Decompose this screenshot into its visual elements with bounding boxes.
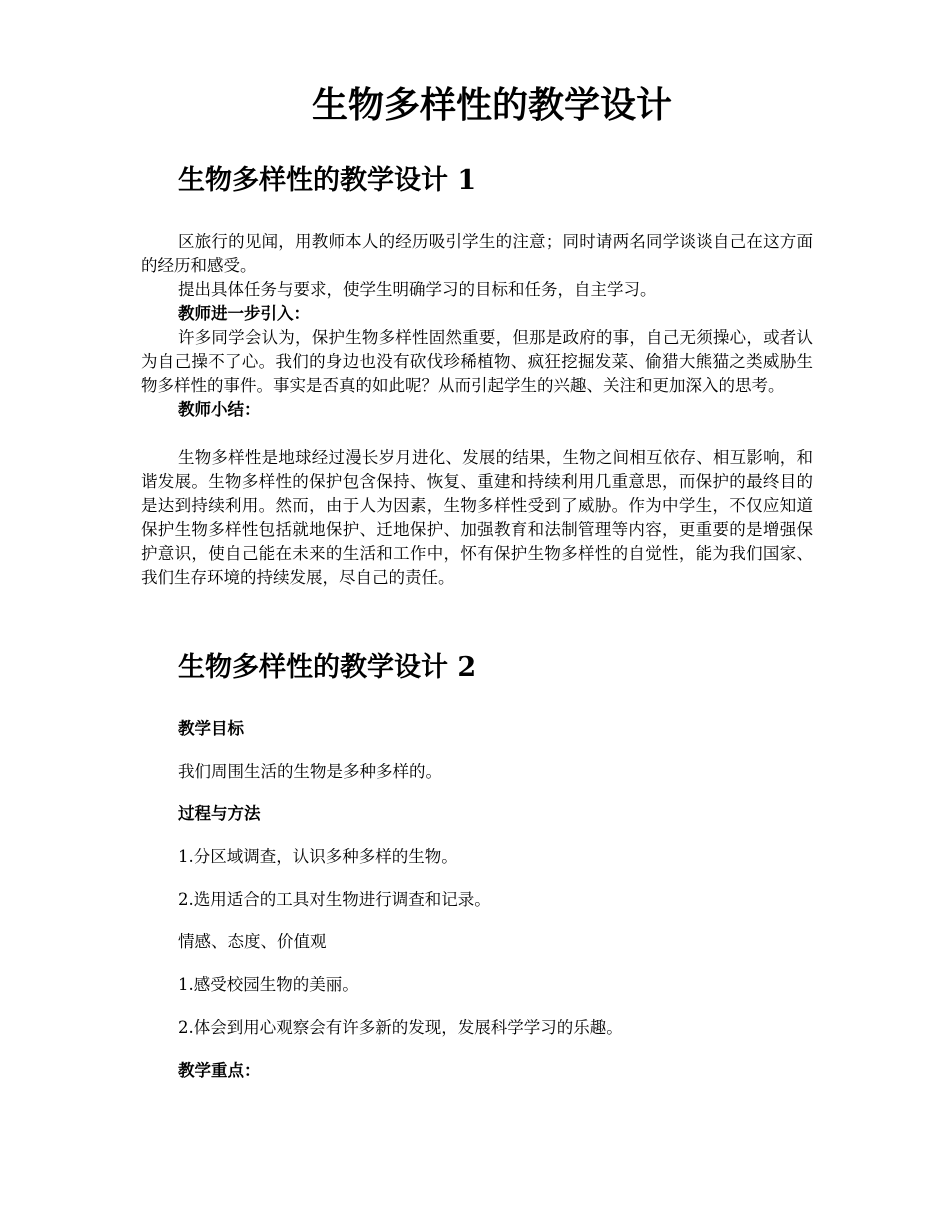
subheading-process-method: 过程与方法 [178,804,261,823]
subheading-teaching-goals: 教学目标 [178,719,244,738]
paragraph-subheading: 教师小结： [178,400,261,419]
section-heading-1: 生物多样性的教学设计 1 [178,165,477,196]
list-item: 1.感受校园生物的美丽。 [178,975,359,994]
paragraph: 许多同学会认为，保护生物多样性固然重要，但那是政府的事，自己无须操心，或者认为自己操不了心。我们的身边也没有砍伐珍稀植物、疯狂挖掘发菜、偷猎大熊猫之类威胁生物多样性的事件。事实是否真的如此呢？从而引起学生的兴趣、关注和更加深入的思考。 [141,328,813,395]
subheading-teaching-focus: 教学重点： [178,1061,261,1080]
paragraph: 提出具体任务与要求，使学生明确学习的目标和任务，自主学习。 [178,280,657,299]
paragraph: 我们周围生活的生物是多种多样的。 [178,762,442,781]
paragraph: 区旅行的见闻，用教师本人的经历吸引学生的注意；同时请两名同学谈谈自己在这方面的经历和感受。 [141,232,813,275]
document-title: 生物多样性的教学设计 [311,84,672,126]
list-item: 1.分区域调查，认识多种多样的生物。 [178,847,458,866]
paragraph: 生物多样性是地球经过漫长岁月进化、发展的结果，生物之间相互依存、相互影响，和谐发展。生物多样性的保护包含保持、恢复、重建和持续利用几重意思，而保护的最终目的是达到持续利用。然而，由于人为因素，生物多样性受到了威胁。作为中学生，不仅应知道保护生物多样性包括就地保护、迁地保护、加强教育和法制管理等内容，更重要的是增强保护意识，使自己能在未来的生活和工作中，怀有保护生物多样性的自觉性，能为我们国家、我们生存环境的持续发展，尽自己的责任。 [141,448,813,587]
section-1-body [141,230,813,590]
paragraph: 情感、态度、价值观 [178,932,327,951]
paragraph-subheading: 教师进一步引入： [178,304,310,323]
list-item: 2.选用适合的工具对生物进行调查和记录。 [178,890,491,909]
list-item: 2.体会到用心观察会有许多新的发现，发展科学学习的乐趣。 [178,1018,623,1037]
section-heading-2: 生物多样性的教学设计 2 [178,652,477,683]
